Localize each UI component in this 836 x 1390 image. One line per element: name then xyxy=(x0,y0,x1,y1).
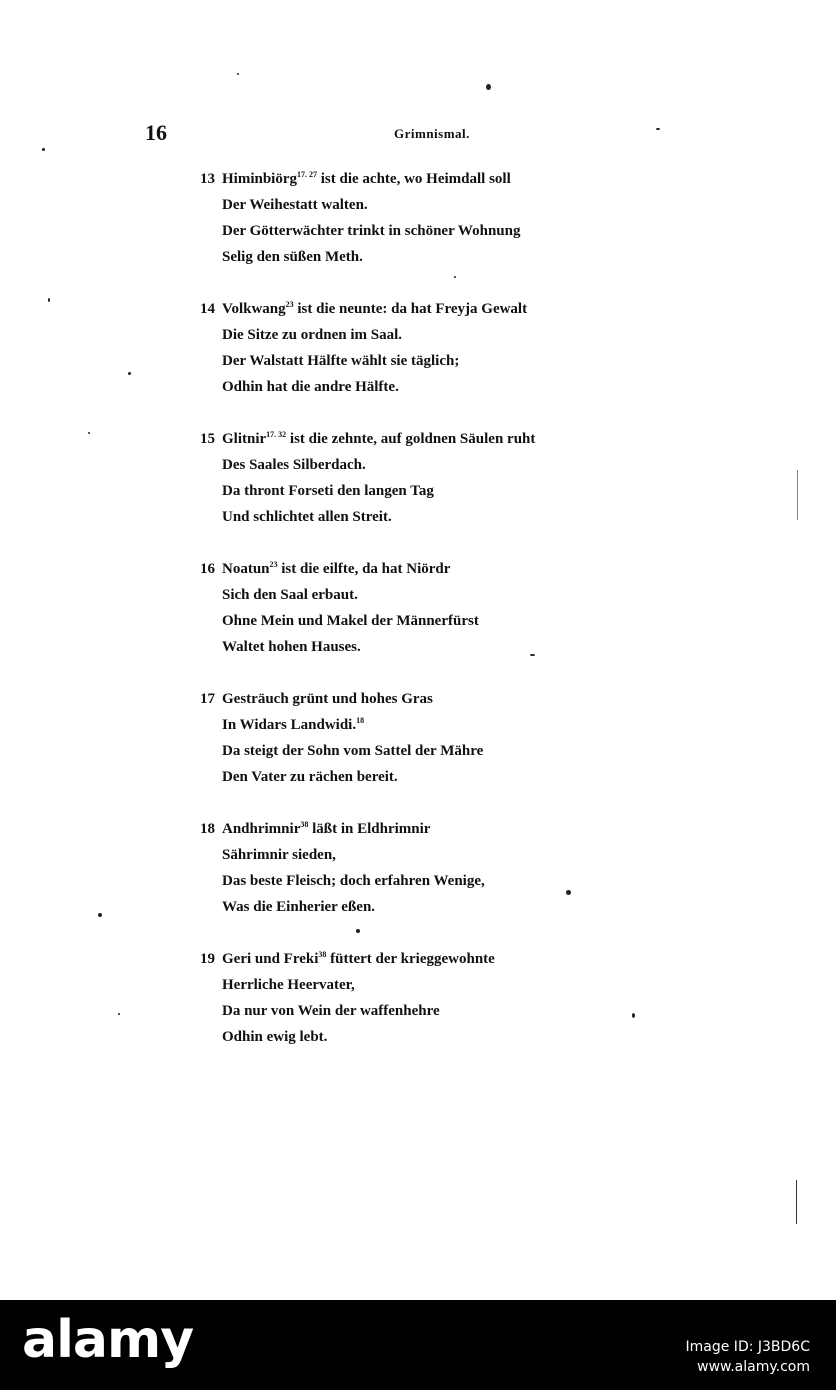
verse-line xyxy=(200,322,640,348)
verse-line xyxy=(200,374,640,400)
stanza xyxy=(200,556,640,660)
verse-line xyxy=(200,244,640,270)
verse-line xyxy=(200,608,640,634)
verse-text: Ohne Mein und Makel der Männerfürst xyxy=(222,613,479,629)
stanza-number: 18 xyxy=(200,821,215,837)
verse-text-rest: füttert der krieggewohnte xyxy=(326,951,495,967)
verse-line xyxy=(200,816,640,842)
verse-text: Der Weihestatt walten. xyxy=(222,197,368,213)
verse-line xyxy=(200,582,640,608)
verse-text: Da steigt der Sohn vom Sattel der Mähre xyxy=(222,743,484,759)
verse-text-rest: läßt in Eldhrimnir xyxy=(308,821,431,837)
scan-speck xyxy=(42,148,45,151)
stanza-number: 13 xyxy=(200,171,215,187)
verse-line xyxy=(200,1024,640,1050)
stanza xyxy=(200,946,640,1050)
scan-speck xyxy=(486,84,491,90)
alamy-logo: alamy xyxy=(22,1310,194,1370)
verse-text: Selig den süßen Meth. xyxy=(222,249,363,265)
image-credit xyxy=(686,1337,810,1377)
stanza-number: 17 xyxy=(200,691,215,707)
verse-line xyxy=(200,426,640,452)
verse-text: Himinbiörg xyxy=(222,171,298,187)
verse-text-rest: ist die achte, wo Heimdall soll xyxy=(317,171,511,187)
verse-text: Geri und Freki xyxy=(222,951,319,967)
verse-text: Volkwang xyxy=(222,301,286,317)
watermark-footer xyxy=(0,1300,836,1390)
scan-edge-line xyxy=(797,470,798,520)
verse-text: Sich den Saal erbaut. xyxy=(222,587,358,603)
scan-speck xyxy=(98,913,102,917)
verse-line xyxy=(200,478,640,504)
footnote-reference: 38 xyxy=(300,820,309,829)
scan-speck xyxy=(118,1013,120,1015)
footnote-reference: 17. 32 xyxy=(266,430,287,439)
stanza xyxy=(200,816,640,920)
site-url: www.alamy.com xyxy=(697,1359,810,1375)
verse-line xyxy=(200,218,640,244)
verse-line xyxy=(200,348,640,374)
verse-line xyxy=(200,296,640,322)
verse-line xyxy=(200,972,640,998)
stanza xyxy=(200,686,640,790)
verse-line xyxy=(200,556,640,582)
verse-text-rest: ist die eilfte, da hat Niördr xyxy=(277,561,451,577)
verse-line xyxy=(200,946,640,972)
verse-text: In Widars Landwidi. xyxy=(222,717,357,733)
verse-text: Odhin hat die andre Hälfte. xyxy=(222,379,399,395)
verse-text: Sährimnir sieden, xyxy=(222,847,336,863)
footnote-reference: 23 xyxy=(269,560,278,569)
verse-text: Was die Einherier eßen. xyxy=(222,899,376,915)
verse-text: Des Saales Silberdach. xyxy=(222,457,366,473)
page-number: 16 xyxy=(145,120,167,145)
verse-text: Die Sitze zu ordnen im Saal. xyxy=(222,327,402,343)
verse-text: Gesträuch grünt und hohes Gras xyxy=(222,691,433,707)
stanza xyxy=(200,166,640,270)
verse-line xyxy=(200,764,640,790)
verse-line xyxy=(200,712,640,738)
footnote-reference: 23 xyxy=(285,300,294,309)
verse-text: Das beste Fleisch; doch erfahren Wenige, xyxy=(222,873,485,889)
image-id: Image ID: J3BD6C xyxy=(685,1339,810,1355)
verse-text: Noatun xyxy=(222,561,270,577)
scan-edge-line xyxy=(796,1180,797,1224)
verse-text: Waltet hohen Hauses. xyxy=(222,639,361,655)
stanza-number: 19 xyxy=(200,951,215,967)
footnote-reference: 18 xyxy=(356,716,365,725)
verse-text: Und schlichtet allen Streit. xyxy=(222,509,392,525)
scan-speck xyxy=(632,1013,635,1018)
verse-line xyxy=(200,738,640,764)
stanza xyxy=(200,426,640,530)
verse-line xyxy=(200,166,640,192)
footnote-reference: 38 xyxy=(318,950,327,959)
stanza-number: 15 xyxy=(200,431,215,447)
scan-speck xyxy=(237,73,239,75)
verse-text: Glitnir xyxy=(222,431,267,447)
scan-speck xyxy=(48,298,50,302)
verse-text-rest: ist die zehnte, auf goldnen Säulen ruht xyxy=(286,431,536,447)
footnote-reference: 17. 27 xyxy=(297,170,318,179)
verse-line xyxy=(200,842,640,868)
scan-speck xyxy=(88,432,90,434)
scan-speck xyxy=(656,128,660,130)
verse-line xyxy=(200,894,640,920)
verse-text: Andhrimnir xyxy=(222,821,301,837)
verse-line xyxy=(200,452,640,478)
running-head: Grimnismal. xyxy=(394,126,470,141)
verse-text: Der Götterwächter trinkt in schöner Wohnung xyxy=(222,223,521,239)
verse-text: Den Vater zu rächen bereit. xyxy=(222,769,398,785)
verse-text-rest: ist die neunte: da hat Freyja Gewalt xyxy=(293,301,528,317)
scan-speck xyxy=(454,276,456,278)
verse-line xyxy=(200,192,640,218)
verse-text: Da thront Forseti den langen Tag xyxy=(222,483,434,499)
stanza xyxy=(200,296,640,400)
verse-line xyxy=(200,634,640,660)
verse-text: Der Walstatt Hälfte wählt sie täglich; xyxy=(222,353,460,369)
scan-speck xyxy=(128,372,131,375)
verse-line xyxy=(200,868,640,894)
verse-line xyxy=(200,998,640,1024)
verse-text: Odhin ewig lebt. xyxy=(222,1029,328,1045)
verse-line xyxy=(200,686,640,712)
scan-speck xyxy=(566,890,571,895)
stanza-number: 16 xyxy=(200,561,215,577)
scan-speck xyxy=(530,654,535,656)
scan-speck xyxy=(356,929,360,933)
verse-line xyxy=(200,504,640,530)
verse-text: Herrliche Heervater, xyxy=(222,977,355,993)
stanza-number: 14 xyxy=(200,301,215,317)
verse-text: Da nur von Wein der waffenhehre xyxy=(222,1003,440,1019)
